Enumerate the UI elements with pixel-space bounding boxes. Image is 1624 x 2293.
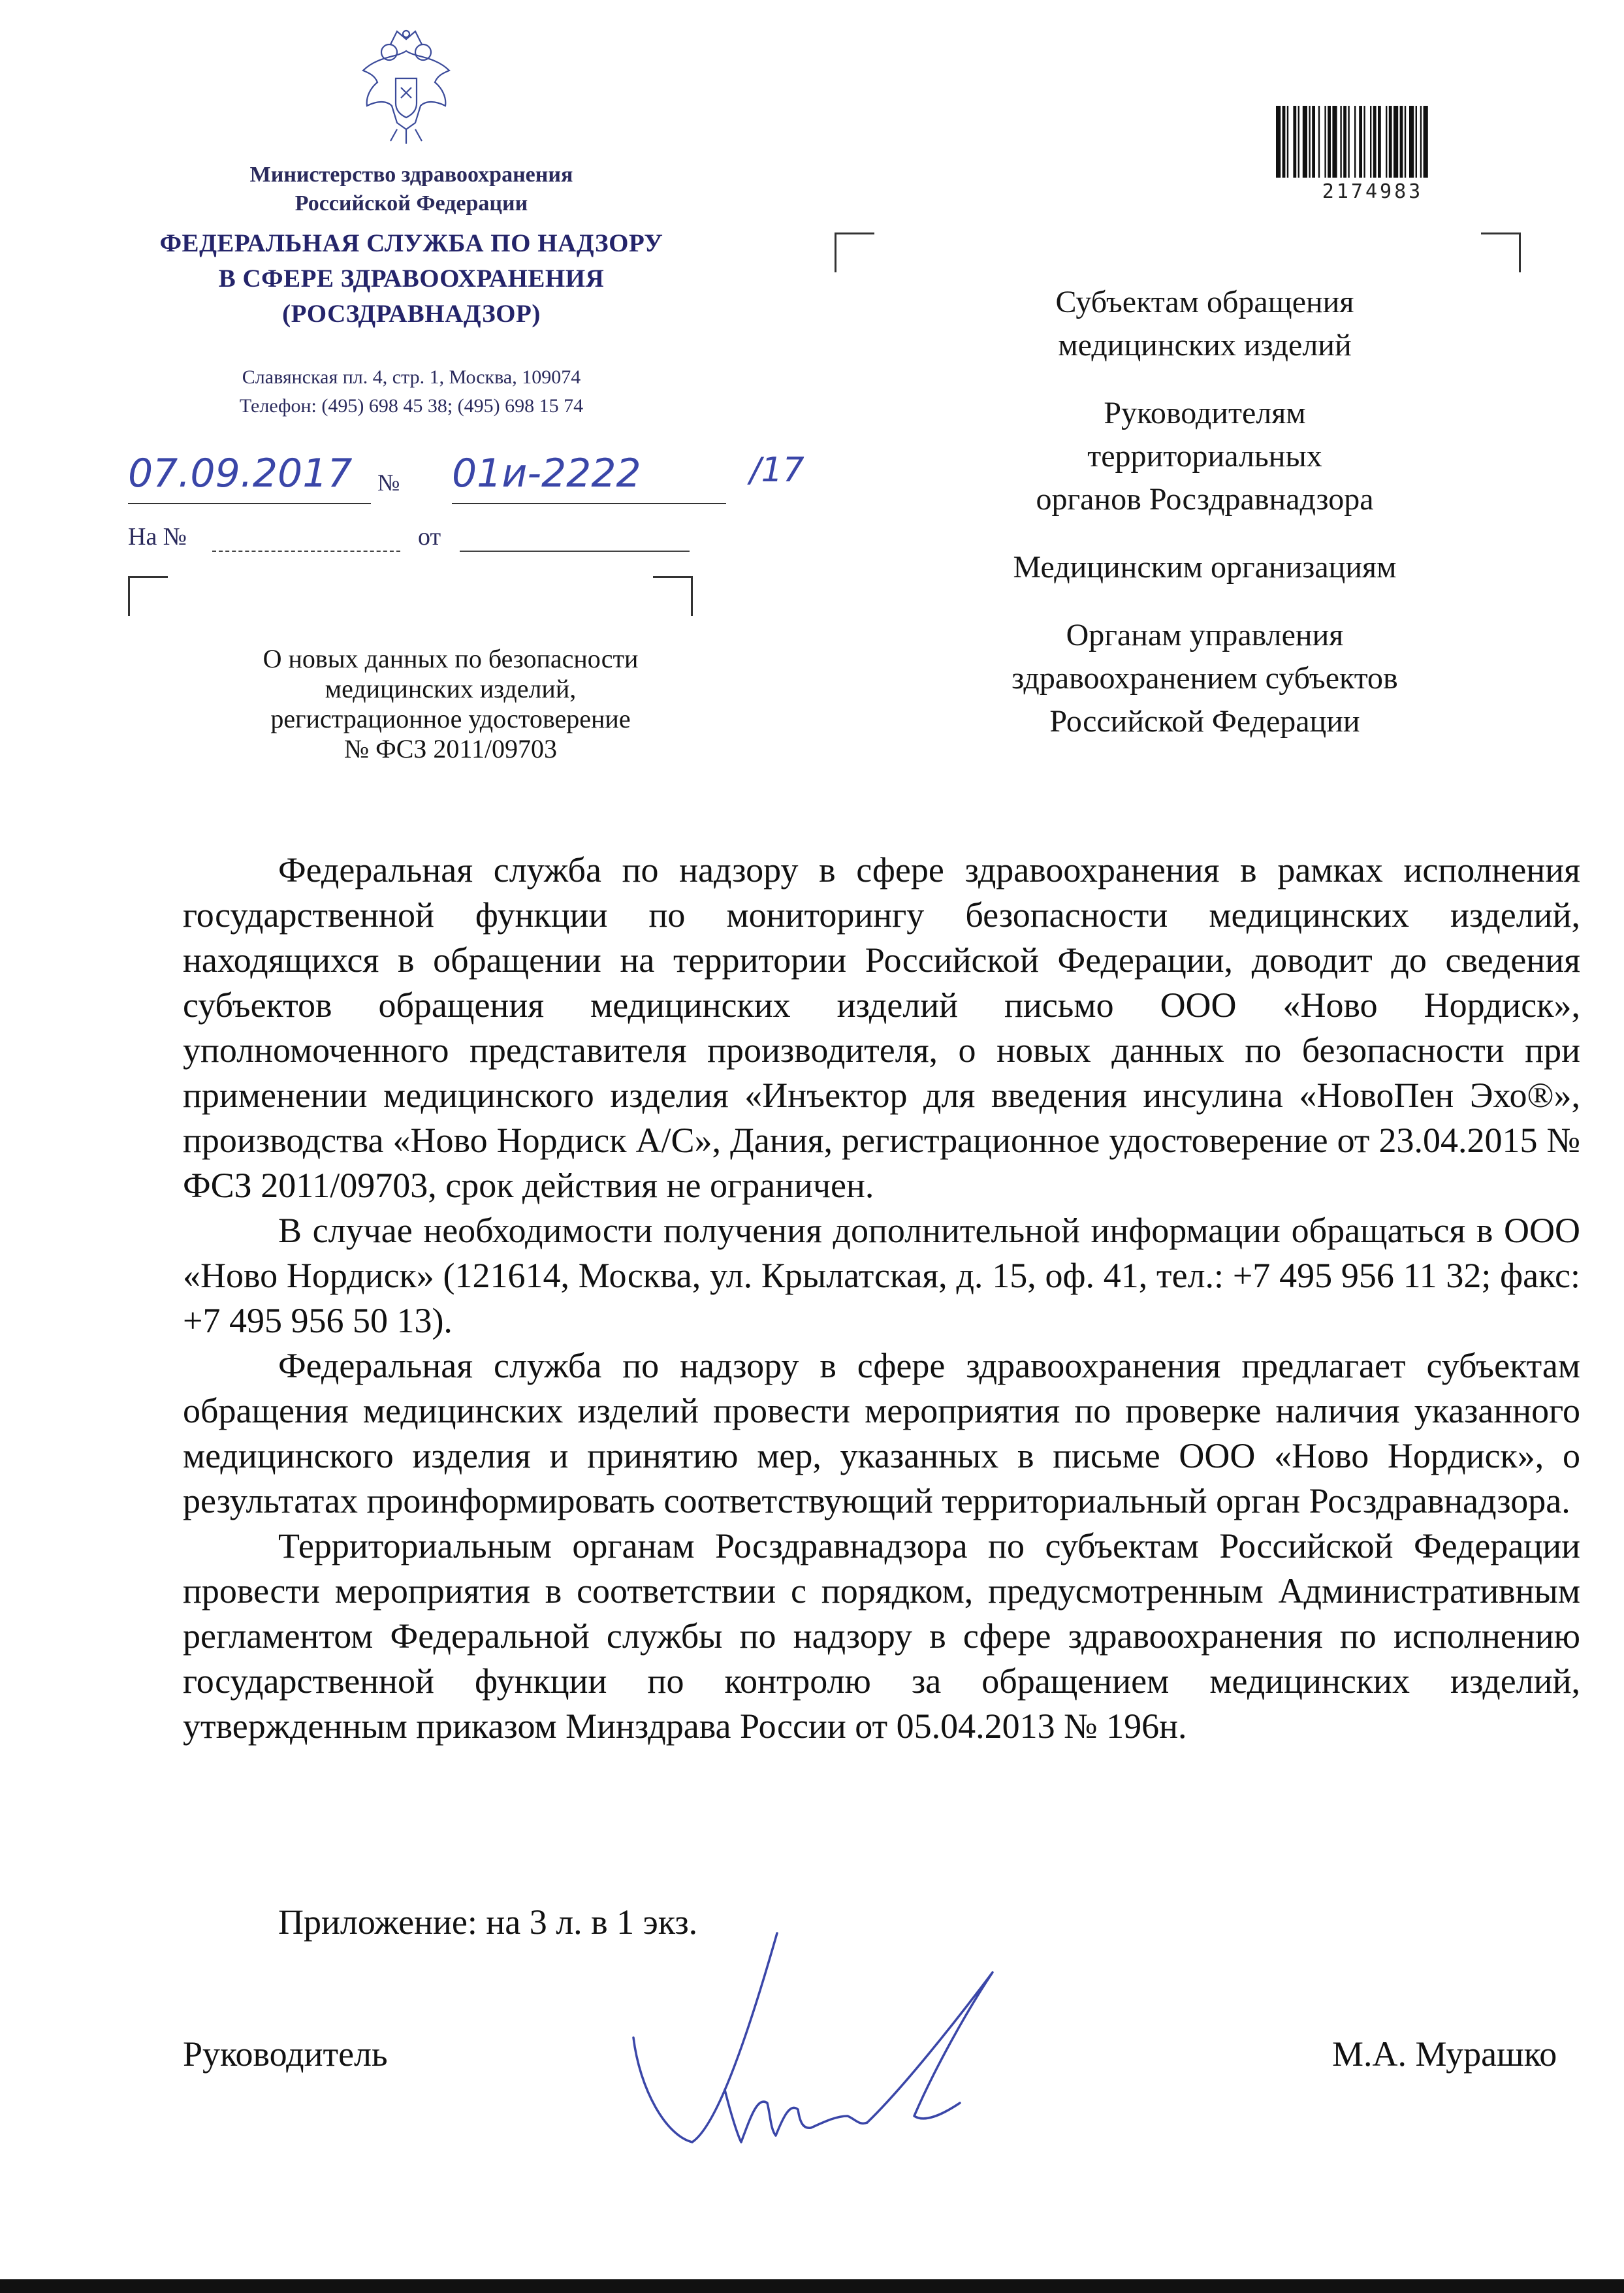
- barcode-bar: [1416, 106, 1417, 178]
- recipient-line: Субъектам обращения: [1055, 285, 1354, 319]
- recipient-line: органов Росздравнадзора: [1036, 482, 1374, 517]
- service-line: ФЕДЕРАЛЬНАЯ СЛУЖБА ПО НАДЗОРУ: [159, 229, 663, 257]
- barcode-bar: [1409, 106, 1414, 178]
- barcode-bar: [1424, 106, 1428, 178]
- subject-line: регистрационное удостоверение: [270, 704, 631, 733]
- barcode-bar: [1373, 106, 1377, 178]
- handwritten-signature: [627, 1920, 1032, 2155]
- barcode-bar: [1282, 106, 1286, 178]
- barcode-bar: [1359, 106, 1362, 178]
- service-line: (РОСЗДРАВНАДЗОР): [282, 300, 541, 328]
- body-paragraph: Федеральная служба по надзору в сфере здравоохранения предлагает субъектам обращения медицинских изделий провести мероприятия по проверке наличия указанного медицинского изделия и принятию мер, указанных в письме ООО «Ново Нордиск», о результатах проинформировать соответствующий территориальный орган Росздравнадзора.: [183, 1346, 1580, 1520]
- recipient-line: территориальных: [1087, 439, 1322, 473]
- barcode-bar: [1405, 106, 1406, 178]
- corner-mark: [128, 576, 168, 616]
- barcode-bar: [1420, 106, 1422, 178]
- barcode-bar: [1287, 106, 1288, 178]
- subject-line: № ФСЗ 2011/09703: [343, 734, 558, 763]
- barcode-bar: [1303, 106, 1307, 178]
- address-line: Славянская пл. 4, стр. 1, Москва, 109074: [242, 366, 581, 388]
- recipient-line: здравоохранением субъектов: [1011, 661, 1398, 696]
- ministry-name: [150, 161, 673, 218]
- signatory-name: М.А. Мурашко: [1332, 2034, 1557, 2074]
- barcode: [1275, 106, 1471, 178]
- barcode-bar: [1293, 106, 1296, 178]
- body-paragraph: В случае необходимости получения дополнительной информации обращаться в ООО «Ново Нордиск» (121614, Москва, ул. Крылатская, д. 15, оф. 41, тел.: +7 495 956 11 32; факс: +7 495 956 50 13).: [183, 1211, 1580, 1340]
- recipient-group: [927, 614, 1482, 743]
- reply-number-label: На №: [128, 523, 187, 551]
- reply-number-line: [212, 551, 400, 552]
- recipient-group: [927, 392, 1482, 521]
- number-underline: [452, 503, 726, 504]
- subject-line: медицинских изделий,: [325, 674, 577, 703]
- recipient-group: [927, 546, 1482, 589]
- barcode-bar: [1309, 106, 1310, 178]
- body-paragraph: Федеральная служба по надзору в сфере здравоохранения в рамках исполнения государственной функции по мониторингу безопасности медицинских изделий, находящихся в обращении на территории Российской Федерации, доводит до сведения субъектов обращения медицинских изделий письмо ООО «Ново Нордиск», уполномоченного представителя производителя, о новых данных по безопасности при применении медицинского изделия «Инъектор для введения инсулина «НовоПен Эхо®», производства «Ново Нордиск А/С», Дания, регистрационное удостоверение от 23.04.2015 № ФСЗ 2011/09703, срок действия не ограничен.: [183, 850, 1580, 1205]
- date-underline: [128, 503, 371, 504]
- phone-line: Телефон: (495) 698 45 38; (495) 698 15 74: [239, 395, 584, 417]
- barcode-bar: [1370, 106, 1371, 178]
- barcode-bar: [1332, 106, 1337, 178]
- barcode-bar: [1312, 106, 1315, 178]
- barcode-bar: [1328, 106, 1331, 178]
- registration-number-label: №: [377, 470, 400, 496]
- barcode-bar: [1318, 106, 1320, 178]
- barcode-bar: [1400, 106, 1403, 178]
- service-name: [98, 226, 725, 332]
- body-paragraph: Территориальным органам Росздравнадзора по субъектам Российской Федерации провести мероприятия в соответствии с порядком, предусмотренным Административным регламентом Федеральной службы по надзору в сфере здравоохранения по исполнению государственной функции по контролю за обращением медицинских изделий, утвержденным приказом Минздрава России от 05.04.2013 № 196н.: [183, 1526, 1580, 1746]
- barcode-bar: [1324, 106, 1326, 178]
- reply-from-label: от: [418, 523, 441, 551]
- corner-mark: [653, 576, 693, 616]
- service-line: В СФЕРЕ ЗДРАВООХРАНЕНИЯ: [218, 265, 605, 293]
- recipient-line: медицинских изделий: [1058, 328, 1352, 362]
- ministry-line: Российской Федерации: [295, 191, 528, 216]
- corner-mark: [1481, 233, 1521, 272]
- barcode-bar: [1348, 106, 1349, 178]
- barcode-bar: [1276, 106, 1281, 178]
- corner-mark: [835, 233, 874, 272]
- recipients-block: [927, 281, 1482, 768]
- barcode-number: 2174983: [1322, 180, 1424, 203]
- scan-edge: [0, 2279, 1624, 2293]
- coat-of-arms-icon: [351, 25, 461, 148]
- recipient-line: Органам управления: [1066, 618, 1344, 652]
- barcode-bar: [1393, 106, 1398, 178]
- barcode-bar: [1386, 106, 1387, 178]
- registration-number: 01и-2222: [452, 451, 641, 496]
- signatory-role: Руководитель: [183, 2034, 388, 2074]
- recipient-line: Российской Федерации: [1049, 704, 1360, 739]
- letter-subject: [163, 644, 738, 764]
- barcode-bar: [1340, 106, 1341, 178]
- recipient-group: [927, 281, 1482, 367]
- service-address: [150, 363, 673, 421]
- subject-line: О новых данных по безопасности: [263, 644, 639, 673]
- registration-date: 07.09.2017: [128, 451, 353, 496]
- registration-number-suffix: /17: [750, 451, 804, 490]
- barcode-bar: [1389, 106, 1392, 178]
- letter-body: [183, 848, 1580, 1749]
- barcode-bar: [1354, 106, 1356, 178]
- barcode-bar: [1363, 106, 1365, 178]
- reply-date-line: [460, 551, 690, 552]
- barcode-bar: [1378, 106, 1381, 178]
- barcode-bar: [1343, 106, 1346, 178]
- barcode-bar: [1298, 106, 1299, 178]
- recipient-line: Медицинским организациям: [1013, 550, 1397, 585]
- ministry-line: Министерство здравоохранения: [249, 163, 573, 187]
- attachment-note: Приложение: на 3 л. в 1 экз.: [278, 1902, 698, 1942]
- recipient-line: Руководителям: [1104, 396, 1306, 430]
